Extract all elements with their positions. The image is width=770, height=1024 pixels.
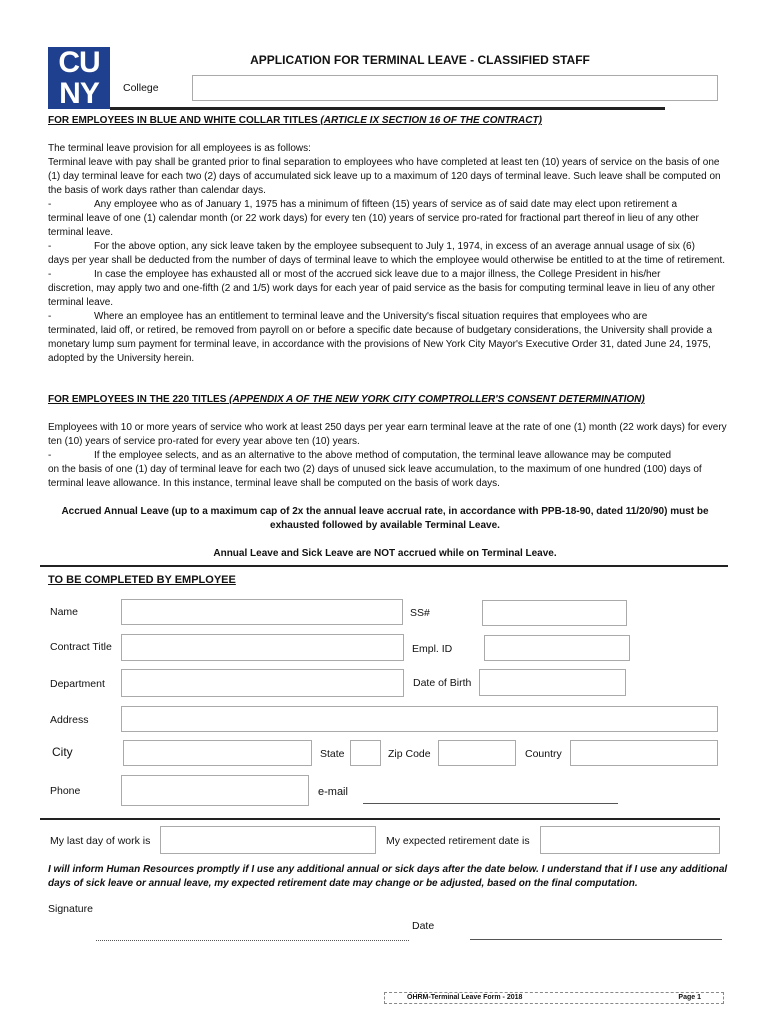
dob-label: Date of Birth — [413, 677, 472, 689]
section2-bullet: - If the employee selects, and as an alternative to the above method of computation, the terminal leave allowance may be computed on the basis of one (1) day of terminal leave for each two (2) days of unused sick leave accumulation, to the maximum of one hundred (100) days of terminal leave allowance. In this instance, terminal leave shall be computed on the basis of work days. — [48, 450, 702, 489]
employee-section-divider — [40, 565, 728, 567]
acknowledgement-statement: I will inform Human Resources promptly if I use any additional annual or sick days after the date below. I understand that if I use any additional days of sick leave or annual leave, my expected retirement date may change or be adjusted, based on the final computation. — [48, 864, 728, 889]
section1-bullet-1: - Any employee who as of January 1, 1975 has a minimum of fifteen (15) years of service as of said date may elect upon retirement a terminal leave of one (1) calendar month (or 22 work days) for every ten (10) years of service pro-rated for fractional part thereof in lieu of any other terminal leave. — [48, 199, 699, 238]
last-day-label: My last day of work is — [50, 835, 151, 847]
dob-input[interactable] — [479, 669, 626, 696]
page-number: Page 1 — [678, 994, 701, 1001]
logo-line-1: CU — [58, 47, 100, 79]
last-day-input[interactable] — [160, 826, 376, 854]
empl-id-input[interactable] — [484, 635, 630, 661]
signature-line[interactable] — [96, 940, 409, 941]
footer-box — [384, 992, 724, 1004]
no-accrual-notice: Annual Leave and Sick Leave are NOT accrued while on Terminal Leave. — [213, 548, 557, 559]
section2-body — [48, 421, 728, 491]
logo-line-2: NY — [59, 77, 99, 109]
state-input[interactable] — [350, 740, 381, 766]
country-input[interactable] — [570, 740, 718, 766]
country-label: Country — [525, 748, 562, 760]
section1-bullet-3: - In case the employee has exhausted all or most of the accrued sick leave due to a major illness, the College President in his/her discretion, may apply two and one-fifth (2 and 1/5) work days for each year of paid service as the basis for computing terminal leave in lieu of any other terminal leave. — [48, 269, 716, 308]
city-input[interactable] — [123, 740, 312, 766]
page-title: APPLICATION FOR TERMINAL LEAVE - CLASSIFIED STAFF — [250, 53, 590, 67]
zip-label: Zip Code — [388, 748, 431, 760]
email-label: e-mail — [318, 786, 348, 798]
retirement-date-label: My expected retirement date is — [386, 835, 530, 847]
dates-divider — [40, 818, 720, 820]
signature-label: Signature — [48, 903, 93, 915]
section2-p1: Employees with 10 or more years of service who work at least 250 days per year earn terminal leave at the rate of one (1) month (22 work days) for every ten (10) years of service pro-rated for every year above ten (10) years. — [48, 422, 727, 447]
address-label: Address — [50, 714, 89, 726]
ss-input[interactable] — [482, 600, 627, 626]
section1-heading: FOR EMPLOYEES IN BLUE AND WHITE COLLAR TITLES (ARTICLE IX SECTION 16 OF THE CONTRACT) — [48, 115, 542, 126]
section1-body — [48, 142, 728, 366]
section1-p1: Terminal leave with pay shall be granted prior to final separation to employees who have completed at least ten (10) years of service on the basis of one (1) day terminal leave for each two (2) days of accumulated sick leave up to a maximum of 120 days of terminal leave. Such leave shall be computed on the basis of work days rather than calendar days. — [48, 157, 721, 196]
zip-input[interactable] — [438, 740, 516, 766]
department-label: Department — [50, 678, 105, 690]
department-input[interactable] — [121, 669, 404, 697]
college-label: College — [123, 82, 159, 94]
phone-input[interactable] — [121, 775, 309, 806]
section1-intro: The terminal leave provision for all employees is as follows: — [48, 143, 311, 154]
city-label: City — [52, 745, 73, 759]
ss-label: SS# — [410, 607, 430, 619]
contract-title-input[interactable] — [121, 634, 404, 661]
name-input[interactable] — [121, 599, 403, 625]
date-label: Date — [412, 920, 435, 932]
college-input[interactable] — [192, 75, 718, 101]
address-input[interactable] — [121, 706, 718, 732]
date-line[interactable] — [470, 939, 722, 940]
retirement-date-input[interactable] — [540, 826, 720, 854]
form-id: OHRM-Terminal Leave Form - 2018 — [407, 994, 523, 1001]
name-label: Name — [50, 606, 79, 618]
contract-title-label: Contract Title — [50, 641, 112, 653]
phone-label: Phone — [50, 785, 81, 797]
section2-heading: FOR EMPLOYEES IN THE 220 TITLES (APPENDIX A OF THE NEW YORK CITY COMPTROLLER'S CONSENT DETERMINATION) — [48, 394, 645, 405]
state-label: State — [320, 748, 345, 760]
header-divider — [110, 107, 665, 110]
section1-bullet-2: - For the above option, any sick leave taken by the employee subsequent to July 1, 1974, in excess of an average annual usage of six (6) days per year shall be deducted from the number of days of terminal leave to which the employee would otherwise be entitled to at the time of retirement. — [48, 241, 726, 266]
employee-section-heading: TO BE COMPLETED BY EMPLOYEE — [48, 574, 236, 586]
empl-id-label: Empl. ID — [412, 643, 453, 655]
accrued-leave-notice: Accrued Annual Leave (up to a maximum cap of 2x the annual leave accrual rate, in accordance with PPB-18-90, dated 11/20/90) must be exhausted followed by available Terminal Leave. — [61, 506, 709, 531]
email-input[interactable] — [363, 803, 618, 804]
section1-bullet-4: - Where an employee has an entitlement to terminal leave and the University's fiscal situation requires that employees who are terminated, laid off, or retired, be removed from payroll on or before a specific date because of budgetary considerations, the University shall provide a monetary lump sum payment for terminal leave, in accordance with the provisions of New York City Mayor's Executive Order 31, dated June 24, 1975, adopted by the University herein. — [48, 311, 713, 364]
